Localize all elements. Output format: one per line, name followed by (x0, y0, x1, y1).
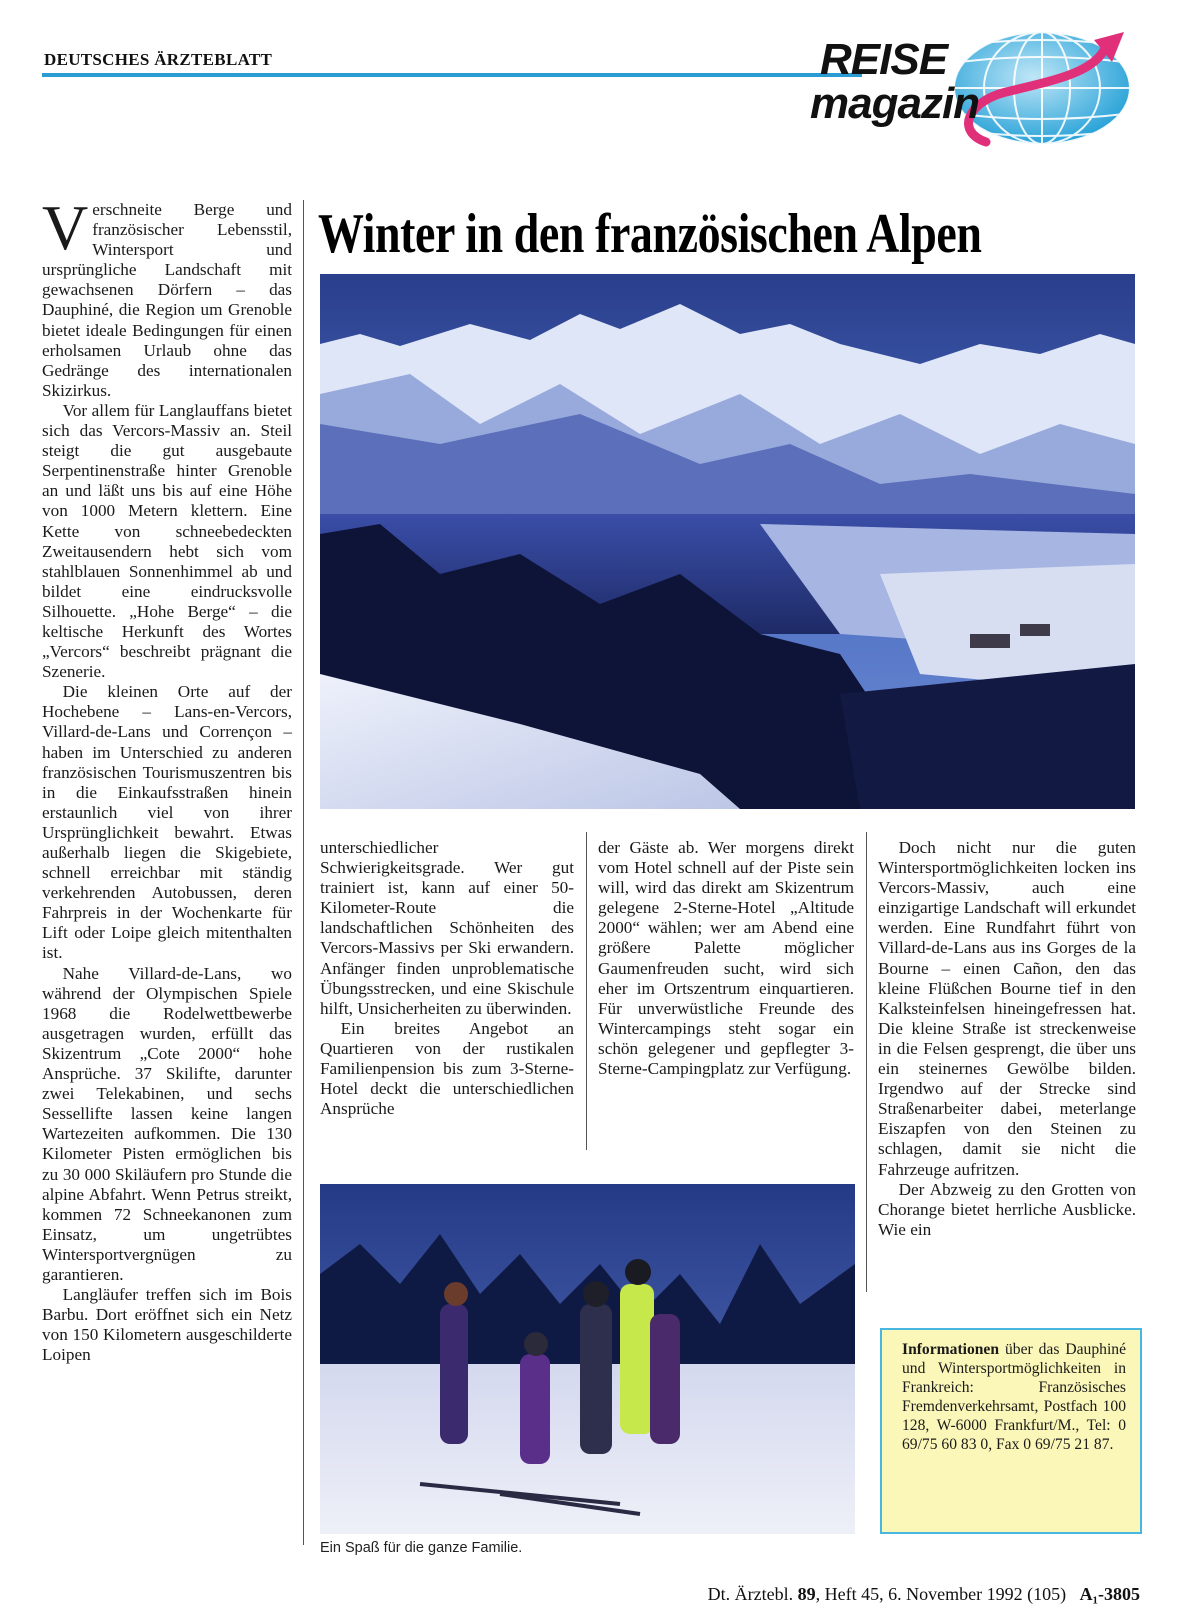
paragraph-text: erschneite Berge und französischer Lebensstil, Wintersport und ursprüngliche Landschaft mit gewachsenen Dörfern – das Dauphiné, die Region um Grenoble bietet ideale Bedingungen für einen erholsamen Urlaub ohne das Gedränge des internationalen Skizirkus. (42, 200, 292, 400)
header-rule (42, 73, 862, 77)
paragraph: der Gäste ab. Wer morgens direkt vom Hotel schnell auf der Piste sein will, wird das direkt am Skizentrum gelegene 2-Sterne-Hotel „Altitude 2000“ wählen; wer am Abend eine größere Palette möglicher Gaumenfreuden sucht, wird sich eher im Ortszentrum einquartieren. Für unverwüstliche Freunde des Wintercampings steht sogar ein schön gelegener und gepflegter 3-Sterne-Campingplatz zur Verfügung. (598, 838, 854, 1079)
paragraph: Doch nicht nur die guten Wintersportmöglichkeiten locken ins Vercors-Massiv, auch eine einzigartige Landschaft will erkundet werden. Eine Rundfahrt führt von Villard-de-Lans aus ins Gorges de la Bourne – einen Cañon, den das kleine Flüßchen Bourne tief in den Kalksteinfelsen hineingefressen hat. Die kleine Straße ist streckenweise in die Felsen gesprengt, die über uns ein steinernes Gewölbe bilden. Irgendwo auf der Strecke sind Straßenarbeiter dabei, meterlange Eiszapfen von den Steinen zu schlagen, damit sie nicht die Fahrzeuge aufritzen. (878, 838, 1136, 1179)
paragraph: Ein breites Angebot an Quartieren von der rustikalen Familienpension bis zum 3-Sterne-Hotel deckt die unterschiedlichen Ansprüche (320, 1018, 574, 1119)
info-box (880, 1328, 1142, 1534)
logo-magazin-text: magazin (810, 79, 980, 128)
info-box-lead: Informationen (902, 1341, 1000, 1358)
paragraph: Der Abzweig zu den Grotten von Chorange bietet herrliche Ausblicke. Wie ein (878, 1179, 1136, 1239)
text-column-3 (598, 838, 854, 1079)
text-column-2 (320, 838, 574, 1119)
footer-page-number: A₁-3805 (1079, 1584, 1140, 1604)
logo-reise-text: REISE (820, 35, 948, 84)
paragraph: Vor allem für Langlauffans bietet sich das Vercors-Massiv an. Steil steigt die gut ausgebaute Serpentinenstraße hinter Grenoble an und läßt uns bis auf eine Höhe von 1000 Metern klettern. Eine Kette von schneebedeckten Zweitausendern hebt sich vom stahlblauen Sonnenhimmel ab und bildet eine eindrucksvolle Silhouette. „Hohe Berge“ – die keltische Herkunft des Wortes „Vercors“ beschreibt prägnant die Szenerie. (42, 400, 292, 682)
photo-caption: Ein Spaß für die ganze Familie. (320, 1540, 523, 1556)
paragraph: unterschiedlicher Schwierigkeitsgrade. Wer gut trainiert ist, kann auf einer 50-Kilometer-Route die landschaftlichen Schönheiten des Vercors-Massivs per Ski erwandern. Anfänger finden unproblematische Übungsstrecken, und eine Skischule hilft, Unsicherheiten zu überwinden. (320, 838, 574, 1018)
footer-issue: , Heft 45, 6. November 1992 (105) (815, 1584, 1067, 1604)
column-divider (586, 832, 587, 1150)
page-footer (708, 1584, 1140, 1605)
alpine-landscape-image (320, 274, 1135, 809)
footer-volume: 89 (797, 1584, 816, 1604)
paragraph: Die kleinen Orte auf der Hochebene – Lans-en-Vercors, Villard-de-Lans und Corrençon – haben im Unterschied zu anderen französischen Tourismuszentren bis in die Einkaufsstraßen hinein erstaunlich viel von ihrer Ursprünglichkeit bewahrt. Etwas außerhalb liegen die Skigebiete, schnell erreichbar mit ständig verkehrenden Autobussen, deren Fahrpreis in der Wochenkarte für Lift oder Loipe gleich mitenthalten ist. (42, 682, 292, 963)
paragraph: Langläufer treffen sich im Bois Barbu. Dort eröffnet sich ein Netz von 150 Kilometern ausgeschilderte Loipen (42, 1285, 292, 1365)
paragraph: Nahe Villard-de-Lans, wo während der Olympischen Spiele 1968 die Rodelwettbewerbe ausgetragen wurden, erfüllt das Skizentrum „Cote 2000“ hohe Ansprüche. 37 Skilifte, darunter zwei Telekabinen, und sechs Sessellifte lassen keine langen Wartezeiten aufkommen. Die 130 Kilometer Pisten ermöglichen bis zu 30 000 Skiläufern pro Stunde die alpine Abfahrt. Wenn Petrus streikt, kommen 72 Schneekanonen zum Einsatz, um ungetrübtes Wintersportvergnügen zu garantieren. (42, 963, 292, 1284)
text-column-1 (42, 192, 292, 1365)
info-box-text: über das Dauphiné und Wintersportmöglichkeiten in Frankreich: Französisches Fremdenverkehrsamt, Postfach 100 128, W-6000 Frankfurt/M., Tel: 0 69/75 60 83 0, Fax 0 69/75 21 87. (902, 1341, 1126, 1453)
reise-magazin-logo (806, 22, 1146, 152)
mountain-landscape-photo (320, 274, 1135, 809)
footer-journal: Dt. Ärztebl. (707, 1584, 794, 1604)
paragraph (42, 192, 292, 401)
column-divider (866, 832, 867, 1292)
drop-cap: V (42, 192, 89, 263)
publication-title: DEUTSCHES ÄRZTEBLATT (44, 50, 273, 69)
text-column-4 (878, 838, 1136, 1240)
ski-family-photo (320, 1184, 855, 1534)
article-headline: Winter in den französischen Alpen (318, 203, 982, 265)
column-divider (303, 200, 304, 1545)
skiers-image (320, 1184, 855, 1534)
